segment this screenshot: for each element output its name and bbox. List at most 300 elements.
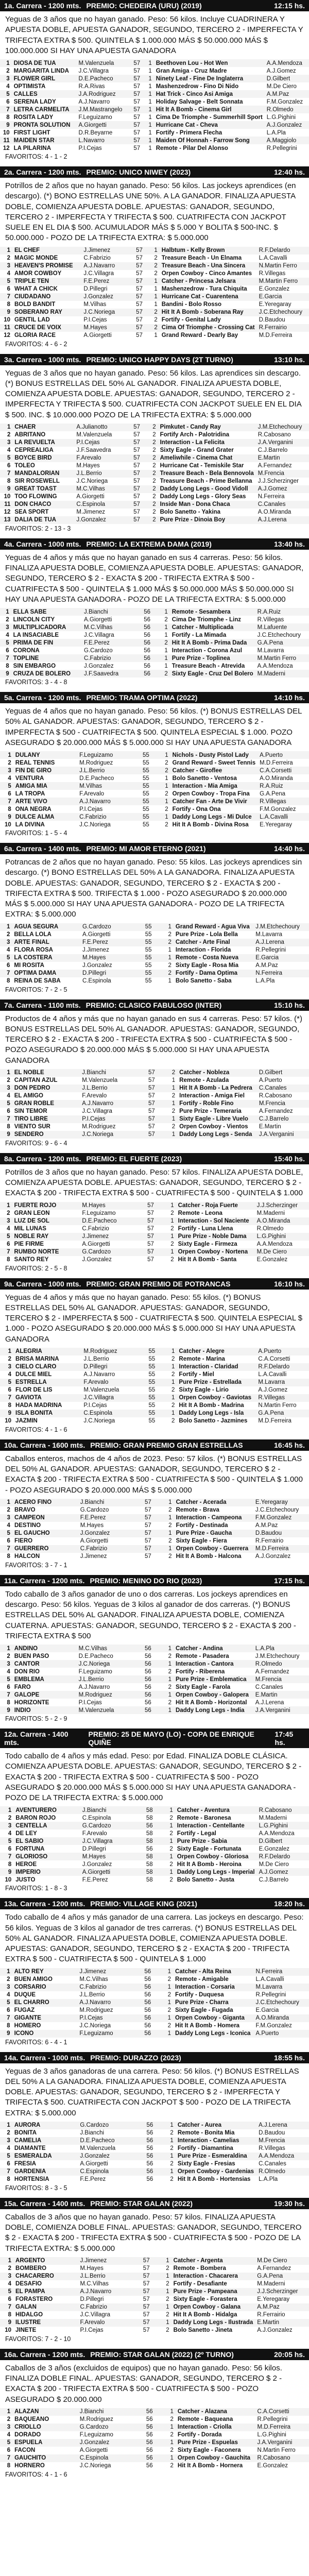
post: 2 xyxy=(168,1522,172,1529)
weight: 55 xyxy=(136,1379,157,1386)
saddle-number: 5 xyxy=(0,1999,12,2007)
pedigree: Interaction - Centellante xyxy=(175,1822,257,1829)
post: 1 xyxy=(153,1514,174,1522)
saddle-number: 1 xyxy=(0,423,12,431)
saddle-number: 6 xyxy=(8,790,11,797)
jockey-name: P.I.Cejas xyxy=(78,145,102,151)
entry-row xyxy=(0,293,309,301)
pedigree: Orpen Cowboy - Giganta xyxy=(173,2014,253,2022)
jockey-name: J.Gonzalez xyxy=(81,293,127,301)
race-time: 19:30 hs. xyxy=(274,2199,305,2208)
race-number: 6a. Carrera - 1400 mts. xyxy=(4,844,81,853)
saddle-number: 4 xyxy=(7,270,10,277)
horse-name: LA COSTERA xyxy=(12,954,80,962)
trainer-name: G.A.Pena xyxy=(255,2273,309,2280)
race-title: PREMIO: STAR GALAN (2022) xyxy=(90,2199,193,2208)
entry-row xyxy=(0,774,309,782)
post: 2 xyxy=(168,1507,172,1514)
race-header xyxy=(0,538,309,550)
pedigree: Orpen Cowboy - Guerrera xyxy=(174,1545,253,1553)
race-section xyxy=(0,354,309,535)
post: 1 xyxy=(153,1706,174,1714)
saddle-number: 8 xyxy=(7,2176,10,2183)
race-header xyxy=(0,1153,309,1164)
pedigree: Remote - Pasadera xyxy=(176,1653,229,1659)
entry-row xyxy=(0,1210,309,1217)
entry-row xyxy=(0,332,309,340)
entry-row xyxy=(0,1645,309,1652)
horse-name: NOBLE RAY xyxy=(12,1233,80,1241)
race-title: PREMIO: GRAN PREMIO GRAN ESTRELLAS xyxy=(90,1440,243,1449)
entry-row xyxy=(0,1660,309,1668)
pedigree: Treasure Beach - Prime Bellanna xyxy=(160,478,252,485)
entry-row xyxy=(0,324,309,332)
weight: 57 xyxy=(124,423,142,431)
horse-name: DIAMANTE xyxy=(14,2145,46,2152)
horse-name: ESTRELLA xyxy=(13,1379,81,1386)
weight: 55 xyxy=(148,1402,156,1409)
saddle-number: 6 xyxy=(7,286,10,292)
trainer-name: L.G.Pighini xyxy=(255,1233,309,1241)
race-section xyxy=(0,1728,309,1895)
saddle-number: 4 xyxy=(7,2145,10,2152)
saddle-number: 7 xyxy=(0,970,12,977)
jockey-name: J.L.Berrio xyxy=(77,767,131,774)
jockey-name: J.C.Noriega xyxy=(83,1418,115,1425)
post: 2 xyxy=(170,2416,174,2423)
weight: 55 xyxy=(142,775,149,782)
race-number: 1a. Carrera - 1200 mts. xyxy=(4,2,81,10)
weight: 55 xyxy=(131,767,151,774)
post: 1 xyxy=(155,1853,175,1860)
entry-row xyxy=(0,1256,309,1264)
trainer-name: R.A.Ruiz xyxy=(258,782,309,790)
trainer-name: R.Villegas xyxy=(259,270,286,277)
post: 1 xyxy=(157,1100,177,1108)
saddle-number: 1 xyxy=(0,923,12,931)
saddle-number: 8 xyxy=(6,114,10,121)
race-header xyxy=(0,1898,309,1909)
pedigree: Hit It A Bomb - Hornera xyxy=(177,2463,243,2469)
trainer-name: J.A.Verganini xyxy=(255,2439,309,2447)
horse-name: CORSARIO xyxy=(12,1984,78,1991)
entry-row xyxy=(0,82,309,90)
horse-name: FLOWER GIRL xyxy=(12,75,77,82)
entry-row xyxy=(0,2160,309,2168)
race-header-left xyxy=(4,540,212,548)
post: 1 xyxy=(155,2408,176,2416)
jockey-name: J.Gonzalez xyxy=(84,663,114,669)
post: 1 xyxy=(157,1348,177,1355)
weight: 58 xyxy=(133,1806,155,1814)
jockey-name: J.C.Villagra xyxy=(84,632,114,638)
jockey-name: J.F.Saavedra xyxy=(76,447,111,454)
horse-name: EL CHARRO xyxy=(12,1999,78,2007)
jockey-name: G.Cardozo xyxy=(80,923,132,931)
saddle-number: 1 xyxy=(0,2408,12,2416)
trainer-name: D.Gilbert xyxy=(257,1069,309,1077)
post: 2 xyxy=(164,616,168,623)
trainer-name: R.Pellegrini xyxy=(266,145,297,151)
weight: 57 xyxy=(143,2265,150,2272)
jockey-name: M.Rodriguez xyxy=(79,759,113,766)
trainer-name: C.J.Barrelo xyxy=(258,447,288,454)
trainer-name: L.A.Pla xyxy=(255,978,275,984)
favorites-line: FAVORITOS: 3 - 7 - 1 xyxy=(5,1561,67,1569)
jockey-name: G.Cardozo xyxy=(84,647,113,654)
entry-row xyxy=(0,608,309,616)
weight: 57 xyxy=(133,463,140,469)
saddle-number: 13 xyxy=(0,516,12,524)
horse-name: ABRITANO xyxy=(14,432,46,438)
horse-name: HIDALGO xyxy=(15,2312,43,2318)
horse-name: ICONO xyxy=(12,2030,78,2038)
trainer-name: D.Gilbert xyxy=(257,1837,309,1845)
pedigree: Interaction - Corsaria xyxy=(173,1984,253,1991)
pedigree: Sixty Eagle - Forastera xyxy=(173,2296,237,2303)
post: 1 xyxy=(151,813,170,821)
weight: 57 xyxy=(143,2312,150,2318)
trainer-name: J.C.Etchechoury xyxy=(257,309,309,316)
trainer-name: M.Maderni xyxy=(256,1210,285,1216)
saddle-number: 9 xyxy=(0,813,13,821)
jockey-name: J.Gonzalez xyxy=(78,1530,132,1537)
weight: 56 xyxy=(144,632,151,638)
saddle-number: 2 xyxy=(7,255,10,261)
pedigree: Orpen Cowboy - Gardenias xyxy=(176,2168,256,2176)
weight: 56 xyxy=(133,2153,155,2160)
jockey-name: A.Giorgetti xyxy=(82,1241,110,1247)
trainer-name: A.J.Lerena xyxy=(253,939,309,946)
pedigree: Cima Of Triomphe - Crossing Cat xyxy=(160,324,257,332)
post: 1 xyxy=(157,1410,177,1417)
jockey-name: G.Cardozo xyxy=(78,2424,133,2431)
jockey-name: D.E.Pacheco xyxy=(78,2137,133,2145)
pedigree: Grand Reward - Dearly Bay xyxy=(161,332,238,338)
trainer-name: A.J.Gonzalez xyxy=(255,1553,291,1560)
saddle-number: 9 xyxy=(0,1868,13,1876)
pedigree: Fortify - Desafiante xyxy=(173,2281,227,2287)
trainer-name: G.A.Pena xyxy=(255,639,309,647)
trainer-name: A.J.Lerena xyxy=(256,2122,309,2129)
weight: 56 xyxy=(133,2439,155,2447)
weight: 56 xyxy=(144,663,151,669)
pedigree: Sixty Eagle - Fiera xyxy=(176,1538,227,1545)
saddle-number: 4 xyxy=(8,775,11,782)
weight: 58 xyxy=(146,1830,153,1837)
horse-name: FUERTE ROJO xyxy=(12,1202,80,1210)
weight: 57 xyxy=(131,2288,152,2296)
trainer-name: F.M.Gonzalez xyxy=(255,2023,292,2029)
jockey-name: D.Pillegri xyxy=(81,1363,136,1371)
post: 1 xyxy=(168,947,171,953)
weight: 57 xyxy=(124,501,142,509)
entry-row xyxy=(0,2311,309,2319)
race-header-left xyxy=(4,355,233,364)
jockey-name: C.Espinola xyxy=(78,2168,133,2176)
saddle-number: 1 xyxy=(0,1348,13,1355)
race-header-left xyxy=(4,2350,234,2359)
trainer-name: A.O.Miranda xyxy=(260,775,293,782)
saddle-number: 7 xyxy=(0,2303,13,2311)
entries-table xyxy=(0,1348,309,1425)
entry-row xyxy=(0,90,309,98)
race-conditions: Todo caballo de 4 años y más edad. Peso: por Edad. FINALIZA DOBLE CLÁSICA. COMIENZA APUESTA DOBLE. APUESTAS: GANADOR, SEGUNDO, TERCERO $ 2 - EXACTA $ 200 - TRIFECTA EXTRA $ 500 - CUATRIFECTA $ 500 - POZO ASEGURADO $ 20.000.000 MÁS $ 5.000.000 SI HAY UNA APUESTA GANADORA - POZO DE LA TRIFECTA EXTRA: $ 5.000.000 xyxy=(0,1748,309,1806)
post: 2 xyxy=(168,1538,172,1545)
jockey-name: G.Cardozo xyxy=(78,2122,133,2129)
race-conditions: Caballos enteros, machos de 4 años de 2023. Peso: 57 kilos. (*) BONUS ESTRELLAS DEL 50% AL GANADOR. APUESTAS: GANADOR, SEGUNDO, TERCERO $ 2 - EXACTA $ 200 - TRIFECTA EXTRA $ 500 - CUATRIFECTA $ 500 - QUINTELA $ 1.000 - POZO ASEGURADO $ 20.000.000 MÁS $ 5.000.000 xyxy=(0,1451,309,1499)
post: 2 xyxy=(152,494,156,500)
weight: 58 xyxy=(133,1837,155,1845)
saddle-number: 8 xyxy=(7,478,11,485)
weight: 56 xyxy=(144,647,151,654)
entry-row xyxy=(0,954,309,962)
saddle-number: 6 xyxy=(7,463,11,469)
jockey-name: M.Rodriguez xyxy=(77,1691,132,1699)
saddle-number: 7 xyxy=(0,1853,13,1860)
saddle-number: 5 xyxy=(0,1233,12,1241)
saddle-number: 4 xyxy=(8,1371,12,1378)
saddle-number: 6 xyxy=(7,1538,10,1545)
post: 2 xyxy=(168,1684,172,1690)
post: 2 xyxy=(168,1668,172,1675)
jockey-name: J.C.Noriega xyxy=(76,478,108,485)
pedigree: Sixty Eagle - Fugada xyxy=(175,2007,233,2013)
jockey-name: C.Fabrizio xyxy=(77,813,131,821)
saddle-number: 5 xyxy=(0,1530,12,1537)
trainer-name: J.A.Verganini xyxy=(256,439,309,447)
saddle-number: 6 xyxy=(8,1387,12,1394)
horse-name: CANTOR xyxy=(12,1660,77,1668)
horse-name: CORONA xyxy=(13,647,40,654)
entry-row xyxy=(0,439,309,447)
pedigree: Bolo Sanetto - Jazmines xyxy=(179,1418,248,1425)
horse-name: MI ROSITA xyxy=(14,962,44,969)
entry-row xyxy=(0,767,309,774)
post: 1 xyxy=(155,2454,176,2462)
jockey-name: C.Fabrizio xyxy=(82,1226,109,1232)
jockey-name: M.Hayes xyxy=(76,463,100,469)
race-section xyxy=(0,1439,309,1572)
entry-row xyxy=(0,782,309,790)
post: 1 xyxy=(148,129,152,136)
trainer-name: L.A.Cavalli xyxy=(258,1371,287,1378)
entry-row xyxy=(0,813,309,821)
weight: 57 xyxy=(135,1084,157,1092)
weight: 56 xyxy=(133,670,152,677)
trainer-name: D.Baudou xyxy=(259,317,285,323)
entries-table xyxy=(0,1806,309,1884)
weight: 57 xyxy=(147,1241,154,1247)
saddle-number: 5 xyxy=(0,1837,13,1845)
saddle-number: 5 xyxy=(0,1379,13,1386)
horse-name: CRUCE DE VOIX xyxy=(12,324,81,332)
trainer-name: J.M.Etchechoury xyxy=(253,923,309,931)
trainer-name: A.A.Mendoza xyxy=(265,59,309,67)
post: 1 xyxy=(157,1379,177,1386)
race-header-left xyxy=(4,1900,197,1908)
saddle-number: 1 xyxy=(0,1645,12,1652)
saddle-number: 9 xyxy=(0,309,12,316)
saddle-number: 7 xyxy=(0,106,12,113)
weight: 57 xyxy=(128,90,142,98)
jockey-name: P.I.Cejas xyxy=(80,1115,135,1123)
trainer-name: E.Yeregaray xyxy=(253,1499,309,1506)
weight: 57 xyxy=(136,270,143,277)
saddle-number: 10 xyxy=(3,129,10,136)
post: 1 xyxy=(145,278,160,285)
entry-row xyxy=(0,98,309,106)
race-number: 2a. Carrera - 1200 mts. xyxy=(4,168,81,176)
entry-row xyxy=(0,662,309,670)
weight: 57 xyxy=(144,1553,151,1560)
jockey-name: M.Rodriguez xyxy=(79,2416,113,2423)
race-header-left xyxy=(4,1280,230,1288)
favorites-line: FAVORITOS: 4 - 1 - 2 xyxy=(5,153,67,160)
weight: 57 xyxy=(136,332,143,338)
weight: 55 xyxy=(133,923,154,931)
race-header-left xyxy=(4,2199,193,2208)
race-section xyxy=(0,538,309,689)
race-number: 7a. Carrera - 1100 mts. xyxy=(4,1001,81,1009)
race-header xyxy=(0,1278,309,1290)
entry-row xyxy=(0,447,309,454)
race-number: 15a. Carrera - 1400 mts. xyxy=(4,2199,85,2208)
post: 1 xyxy=(142,121,154,129)
saddle-number: 2 xyxy=(8,2265,12,2272)
post: 2 xyxy=(166,2296,169,2303)
entry-row xyxy=(0,2122,309,2129)
pedigree: Catcher - Alazana xyxy=(176,2408,255,2416)
trainer-name: M.Frencia xyxy=(256,470,309,478)
pedigree: Remote - Sesambera xyxy=(170,608,255,616)
saddle-number: 5 xyxy=(0,954,12,962)
jockey-name: D.Pillegri xyxy=(80,970,132,977)
saddle-number: 9 xyxy=(0,670,11,677)
saddle-number: 7 xyxy=(0,1691,12,1699)
post: 2 xyxy=(145,324,160,332)
entry-row xyxy=(0,2137,309,2145)
horse-name: SEA SPORT xyxy=(14,509,49,516)
post: 2 xyxy=(167,2007,171,2013)
trainer-name: M.Frencia xyxy=(257,1100,309,1108)
favorites-line: FAVORITOS: 3 - 4 - 8 xyxy=(5,679,67,686)
pedigree: Maiden Of Honnah - Farrow Song xyxy=(154,137,265,144)
race-conditions: Caballos de 3 años (excluidos de equipos) que no hayan ganado. Peso: 56 kilos. FINALIZA DOBLE FINAL. APUESTAS: GANADOR, SEGUNDO, TERCERO $ 2 - EXACTA $ 200 - TRIFECTA EXTRA $ 500 - CUATRIFECTA $ 500 - POZO ASEGURADO $ 20.000.000 xyxy=(0,2360,309,2408)
entry-row xyxy=(0,2424,309,2431)
pedigree: Grand Reward - Sweet Tennis xyxy=(172,759,256,766)
weight: 55 xyxy=(148,1418,156,1425)
post: 2 xyxy=(151,767,170,774)
trainer-name: F.M.Gonzalez xyxy=(253,1514,309,1522)
jockey-name: J.Jimenez xyxy=(81,247,127,255)
trainer-name: A.J.Lerena xyxy=(255,1699,284,1706)
favorites-line: FAVORITOS: 8 - 3 - 5 xyxy=(5,2184,67,2192)
pedigree: Cima De Triomphe - Linz xyxy=(171,616,241,623)
race-header-left xyxy=(4,693,197,702)
jockey-name: A.Giorgetti xyxy=(82,931,111,938)
saddle-number: 9 xyxy=(0,121,12,129)
race-number: 12a. Carrera - 1400 mts. xyxy=(4,1730,68,1747)
trainer-name: M.Lavarra xyxy=(256,1379,309,1386)
horse-name: ESPUELA xyxy=(12,2439,78,2447)
saddle-number: 8 xyxy=(8,2312,12,2318)
weight: 58 xyxy=(146,1815,153,1821)
entry-row xyxy=(0,1537,309,1545)
jockey-name: D.Pillegri xyxy=(83,286,108,292)
jockey-name: J.C.Villagra xyxy=(81,1394,136,1402)
pedigree: Pure Prize - Emblematica xyxy=(174,1675,253,1683)
jockey-name: C.Espinola xyxy=(74,501,124,509)
entry-row xyxy=(0,2288,309,2296)
entry-row xyxy=(0,946,309,954)
entry-row xyxy=(0,301,309,309)
pedigree: Catcher - Aventura xyxy=(175,1806,257,1814)
post: 1 xyxy=(148,145,152,151)
saddle-number: 2 xyxy=(7,1507,10,1514)
saddle-number: 12 xyxy=(4,332,10,338)
entry-row xyxy=(0,75,309,82)
entries-table xyxy=(0,2122,309,2183)
trainer-name: J.J.Scherzinger xyxy=(255,2288,309,2296)
entry-row xyxy=(0,2145,309,2153)
horse-name: CEPREALIGA xyxy=(14,447,54,454)
post: 1 xyxy=(148,98,152,105)
horse-name: DORADO xyxy=(14,2432,41,2438)
race-header-left xyxy=(4,168,191,176)
saddle-number: 6 xyxy=(8,1845,12,1852)
trainer-name: L.A.Pla xyxy=(253,1645,309,1652)
jockey-name: P.I.Cejas xyxy=(83,317,107,323)
pedigree: Pure Prize - Noble Dama xyxy=(176,1233,255,1241)
pedigree: Interaction - Camelias xyxy=(176,2137,256,2145)
favorites-line: FAVORITOS: 4 - 1 - 6 xyxy=(5,2470,67,2478)
race-conditions: Potrillos de 3 años que no hayan ganado. Peso: 57 kilos. FINALIZA APUESTA DOBLE, COMIENZA APUESTA DOBLE. APUESTAS: GANADOR, SEGUNDO, TERCERO $ 2 - EXACTA $ 200 - TRIFECTA EXTRA $ 500 - CUATRIFECTA $ 500 - QUINTELA $ 1.000 xyxy=(0,1164,309,1202)
horse-name: SIN TEMOR xyxy=(14,1108,47,1115)
pedigree: Treasure Beach - Bela Bennovola xyxy=(158,470,256,478)
weight: 57 xyxy=(134,1248,156,1256)
entry-row xyxy=(0,516,309,524)
pedigree: Bolo Sanetto - Justa xyxy=(177,1876,234,1883)
trainer-name: E.Martin xyxy=(253,1691,309,1699)
jockey-name: A.J.Navarro xyxy=(81,262,127,270)
trainer-name: M.Martin Ferro xyxy=(257,278,309,285)
horse-name: DON PEDRO xyxy=(12,1084,80,1092)
pedigree: Orpen Cowboy - Vientos xyxy=(179,1124,248,1130)
jockey-name: F.Arevalo xyxy=(81,1379,136,1386)
race-title: PREMIO: CHEDEIRA (URU) (2019) xyxy=(86,2,202,10)
horse-name: PIE FIRME xyxy=(14,1241,44,1247)
jockey-name: F.E.Perez xyxy=(78,1514,132,1522)
pedigree: Daddy Long Legs - Iconica xyxy=(173,2030,253,2038)
trainer-name: R.Olmedo xyxy=(253,1660,309,1668)
pedigree: Hat Trick - Cinco Asi Amiga xyxy=(154,90,265,98)
trainer-name: R.F.Delardo xyxy=(257,1853,309,1860)
weight: 57 xyxy=(133,129,141,136)
entries-table xyxy=(0,247,309,340)
weight: 56 xyxy=(146,2145,153,2152)
pedigree: Bolo Sanetto - Jineta xyxy=(173,2327,232,2334)
trainer-name: F.M.Gonzalez xyxy=(260,806,296,812)
race-title: PREMIO: UNICO NIWEY (2023) xyxy=(86,168,191,176)
trainer-name: N.Martin Ferro xyxy=(257,2447,296,2454)
trainer-name: E.Martin xyxy=(256,454,309,462)
horse-name: CIELO CLARO xyxy=(13,1363,81,1371)
pedigree: Daddy Long Legs - Isla xyxy=(177,1410,256,1417)
trainer-name: C.Canales xyxy=(257,1084,309,1092)
saddle-number: 3 xyxy=(0,767,13,774)
entry-row xyxy=(0,631,309,639)
